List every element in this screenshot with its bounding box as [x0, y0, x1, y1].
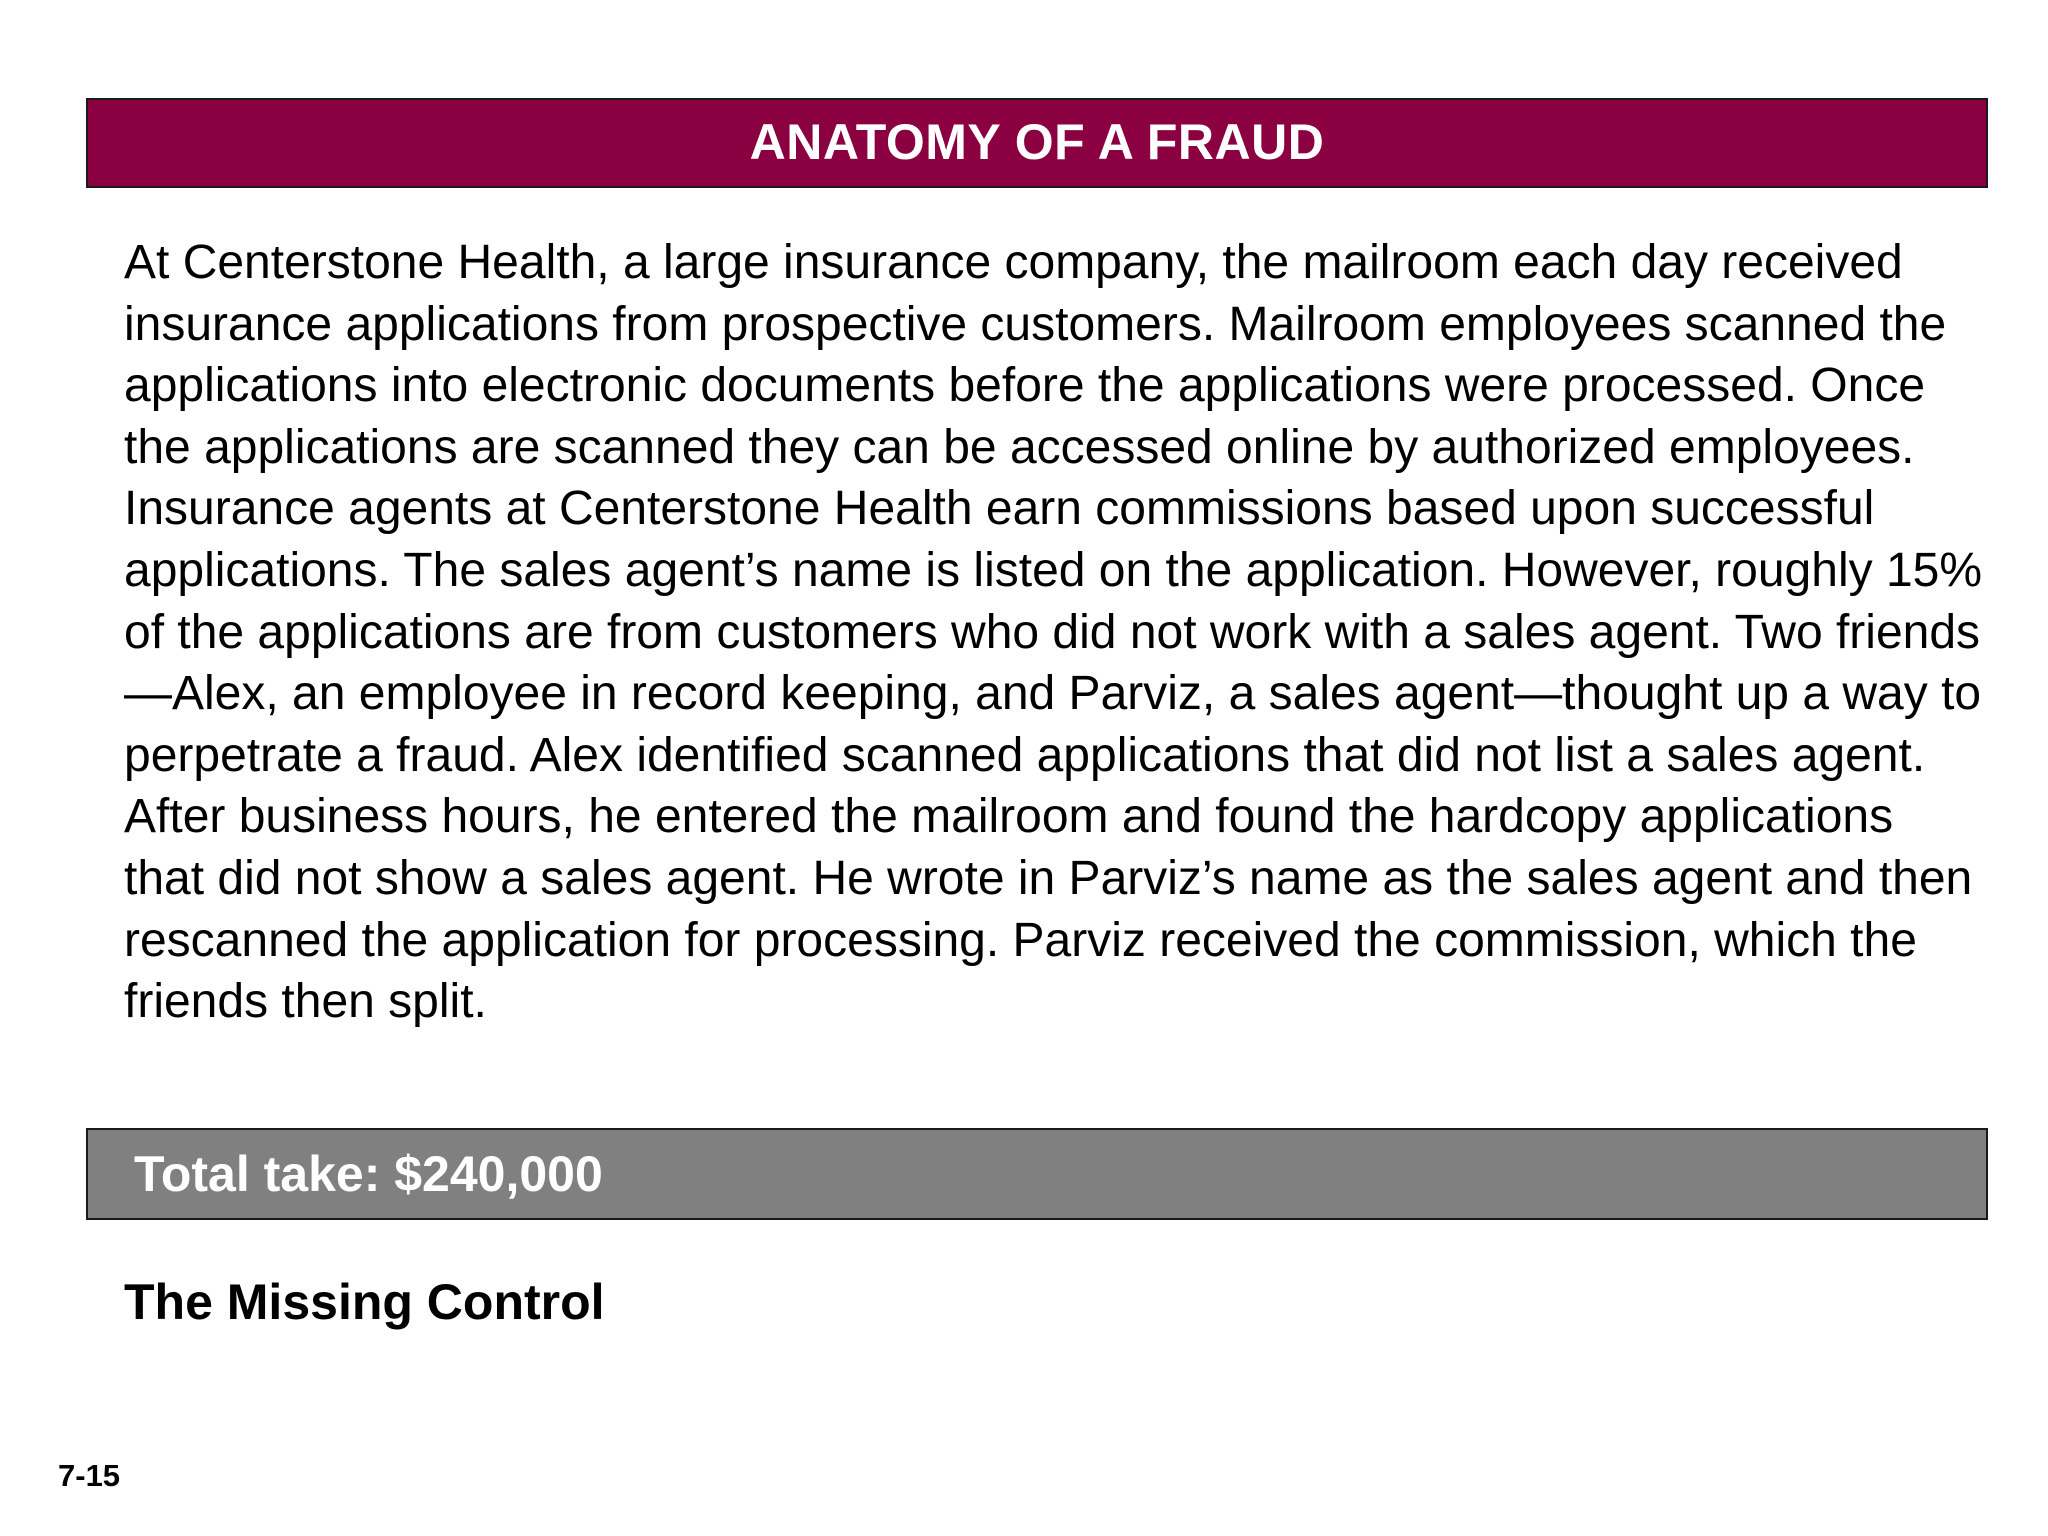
- title-banner: [86, 98, 1988, 188]
- page-number: 7-15: [58, 1458, 121, 1493]
- missing-control-heading: The Missing Control: [124, 1274, 605, 1330]
- total-take-banner: [86, 1128, 1988, 1220]
- fraud-narrative: At Centerstone Health, a large insurance company, the mailroom each day received insurance applications from prospective customers. Mailroom employees scanned the applications into electronic documents before the applications were processed. Once the applications are scanned they can be accessed online by authorized employees. Insurance agents at Centerstone Health earn commissions based upon successful applications. The sales agent’s name is listed on the application. However, roughly 15% of the applications are from customers who did not work with a sales agent. Two friends—Alex, an employee in record keeping, and Parviz, a sales agent—thought up a way to perpetrate a fraud. Alex identified scanned applications that did not list a sales agent. After business hours, he entered the mailroom and found the hardcopy applications that did not show a sales agent. He wrote in Parviz’s name as the sales agent and then rescanned the application for processing. Parviz received the commission, which the friends then split.: [124, 236, 1983, 1029]
- page-title: ANATOMY OF A FRAUD: [749, 114, 1325, 170]
- total-take-label: Total take: $240,000: [134, 1146, 603, 1202]
